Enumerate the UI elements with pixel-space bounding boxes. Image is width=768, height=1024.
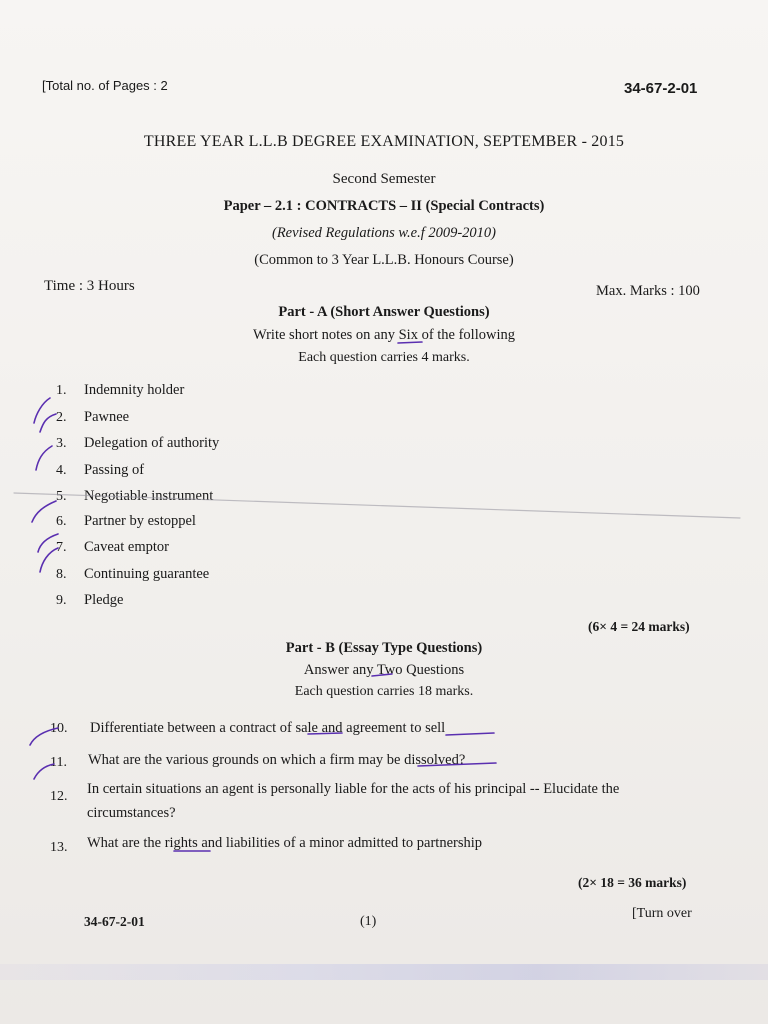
part-a-instruction: Write short notes on any Six of the following [253,327,515,343]
tick-mark-icon [32,501,56,522]
paper-code-top: 34-67-2-01 [624,80,698,97]
question-text: Pledge [84,592,124,608]
question-text: Continuing guarantee [84,566,210,582]
question-text: What are the rights and liabilities of a minor admitted to partnership [87,835,483,851]
regulations: (Revised Regulations w.e.f 2009-2010) [271,225,497,241]
semester: Second Semester [332,171,436,187]
question-number: 12. [50,789,68,804]
question-number: 4. [56,463,67,478]
question-text-continued: circumstances? [87,805,176,821]
question-number: 7. [56,540,67,555]
part-a-total: (6× 4 = 24 marks) [588,619,690,634]
tick-mark-icon [36,446,52,470]
question-number: 5. [56,489,67,504]
part-a-marks-note: Each question carries 4 marks. [298,350,470,365]
part-a-heading: Part - A (Short Answer Questions) [278,304,490,320]
turn-over-note: [Turn over [632,906,692,921]
part-b-instruction: Answer any Two Questions [303,662,465,678]
question-text: Passing of [84,462,145,478]
question-text: In certain situations an agent is personally liable for the acts of his principal -- Elucidate the [87,781,620,797]
question-text: Differentiate between a contract of sale and agreement to sell [90,720,446,736]
time-allowed: Time : 3 Hours [44,278,135,294]
tick-mark-icon [38,534,58,552]
footer-paper-code: 34-67-2-01 [84,914,145,929]
question-text: Negotiable instrument [84,488,214,504]
question-number: 6. [56,514,67,529]
underline-mark [446,733,494,735]
question-text: Indemnity holder [84,382,185,398]
page-number: (1) [360,914,377,929]
exam-title: THREE YEAR L.L.B DEGREE EXAMINATION, SEPTEMBER - 2015 [143,133,625,150]
common-course: (Common to 3 Year L.L.B. Honours Course) [254,252,514,268]
question-number: 13. [50,840,68,855]
part-b-heading: Part - B (Essay Type Questions) [285,640,483,656]
question-text: Caveat emptor [84,539,169,555]
question-number: 3. [56,436,67,451]
question-text: Pawnee [84,409,130,425]
question-text: What are the various grounds on which a firm may be dissolved? [88,752,466,768]
question-number: 2. [56,410,67,425]
tick-mark-icon [40,414,56,432]
question-number: 9. [56,593,67,608]
part-b-marks-note: Each question carries 18 marks. [294,684,474,699]
question-number: 1. [56,383,67,398]
question-number: 11. [50,755,67,770]
question-text: Delegation of authority [84,435,220,451]
question-text: Partner by estoppel [84,513,196,529]
tick-mark-icon [34,398,50,423]
total-pages-note: [Total no. of Pages : 2 [42,78,168,93]
scan-edge-strip [0,964,768,980]
max-marks: Max. Marks : 100 [596,283,700,299]
part-b-total: (2× 18 = 36 marks) [578,875,687,890]
question-number: 8. [56,567,67,582]
paper-title: Paper – 2.1 : CONTRACTS – II (Special Contracts) [223,198,545,214]
question-number: 10. [50,721,68,736]
